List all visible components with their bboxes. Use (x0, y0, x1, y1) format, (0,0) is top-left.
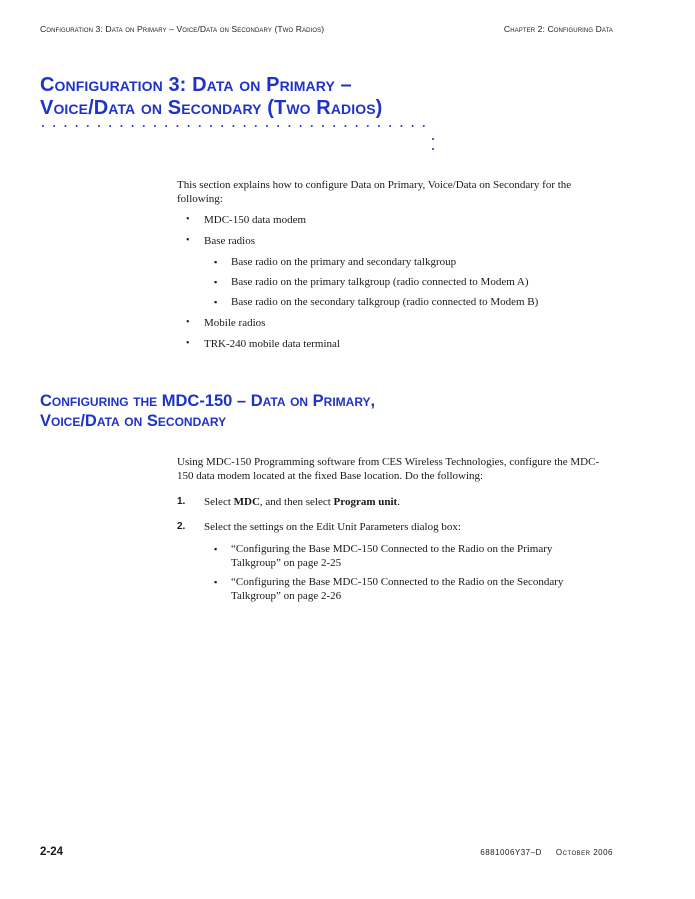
step-number: 1. (177, 496, 186, 507)
subsection-intro (177, 455, 617, 483)
section-intro-line-2: following: (177, 193, 223, 205)
menu-program-unit: Program unit (333, 496, 398, 508)
page-number: 2-24 (40, 846, 64, 858)
step-number: 2. (177, 521, 186, 532)
list-item: • TRK-240 mobile data terminal (186, 337, 340, 351)
bullet-list-4 (186, 337, 340, 351)
sub-bullet-list (214, 295, 538, 309)
bullet-list-3 (186, 316, 265, 330)
doc-date: October 2006 (555, 848, 613, 857)
bullet-list-2 (186, 234, 255, 248)
sub-list-item: ▪ Base radio on the secondary talkgroup (radio connected to Modem B) (214, 295, 538, 309)
subsection-title-line-2: Voice/Data on Secondary (40, 412, 227, 430)
sub-list-item: ▪ Base radio on the primary talkgroup (radio connected to Modem A) (214, 275, 529, 289)
header-chapter-title: Chapter 2: Configuring Data (503, 24, 613, 34)
sub-list-item: ▪ Base radio on the primary and secondary talkgroup (214, 255, 456, 269)
step-text: Select MDC, and then select Program unit. (204, 496, 400, 508)
cross-reference: ▪ “Configuring the Base MDC-150 Connected to the Radio on the Primary Talkgroup” on page 2-25 (214, 542, 614, 570)
subsection-title-line-1: Configuring the MDC-150 – Data on Primary, (40, 392, 376, 410)
section-intro (177, 178, 617, 206)
menu-mdc: MDC (233, 496, 260, 508)
footer-doc-info (480, 848, 613, 857)
bullet-list-1 (186, 213, 306, 227)
reference-list-1 (214, 542, 614, 570)
header-section-title: Configuration 3: Data on Primary – Voice/Data on Secondary (Two Radios) (40, 24, 325, 34)
running-header (40, 24, 613, 38)
section-title-line-2: Voice/Data on Secondary (Two Radios) (40, 97, 383, 119)
doc-number: 6881006Y37–D (480, 848, 542, 857)
sub-bullet-list (214, 255, 456, 269)
dotted-rule-end (430, 131, 436, 155)
sub-bullet-list (214, 275, 529, 289)
list-item: • Mobile radios (186, 316, 265, 330)
section-title (40, 74, 460, 120)
subsection-intro-line-2: 150 data modem located at the fixed Base location. Do the following: (177, 470, 484, 482)
subsection-title (40, 391, 480, 431)
dotted-rule (40, 121, 440, 131)
section-intro-line-1: This section explains how to configure Data on Primary, Voice/Data on Secondary for the (177, 179, 572, 191)
cross-reference: ▪ “Configuring the Base MDC-150 Connected to the Radio on the Secondary Talkgroup” on page 2-26 (214, 575, 614, 603)
list-item: • Base radios (186, 234, 255, 248)
step-text: Select the settings on the Edit Unit Parameters dialog box: (204, 521, 461, 533)
section-title-line-1: Configuration 3: Data on Primary – (40, 74, 352, 96)
reference-list-2 (214, 575, 614, 603)
list-item: • MDC-150 data modem (186, 213, 306, 227)
subsection-intro-line-1: Using MDC-150 Programming software from CES Wireless Technologies, configure the MDC- (177, 456, 600, 468)
